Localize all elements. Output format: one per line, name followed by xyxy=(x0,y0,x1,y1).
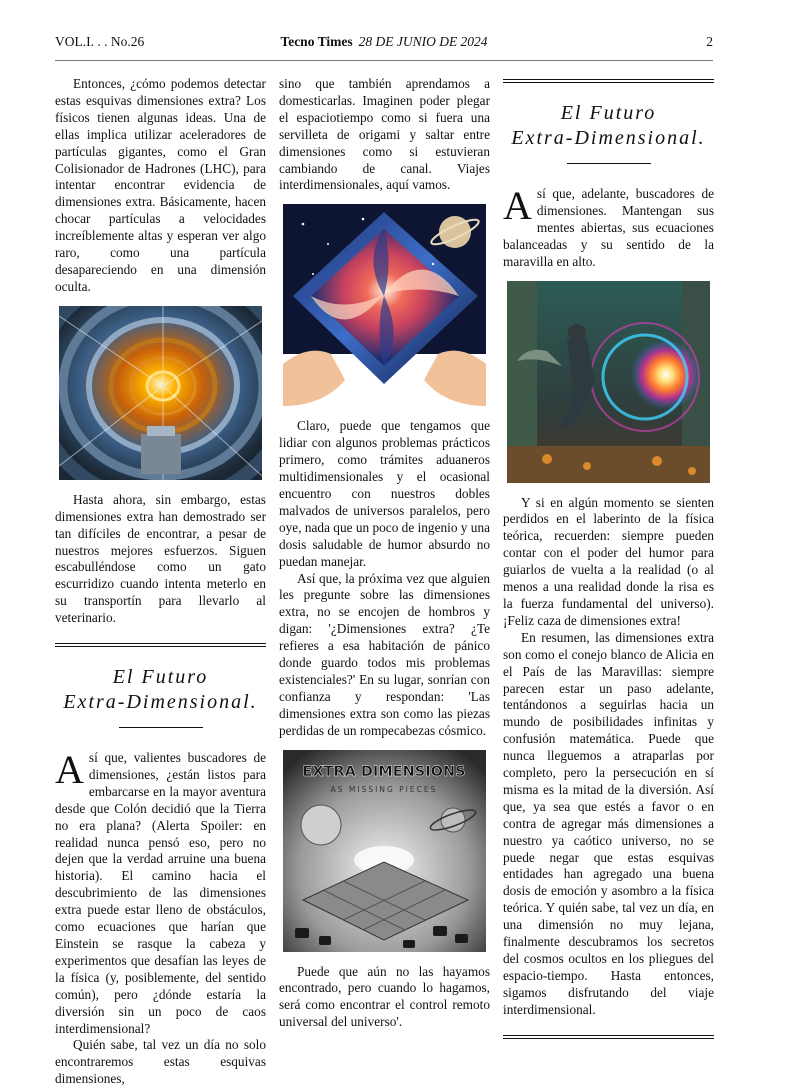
section-title-line-2: Extra-Dimensional. xyxy=(63,691,258,714)
paragraph-text: sí que, adelante, buscadores de dimensiones. Mantengan sus mentes abiertas, sus ecuaciones balanceadas y su sentido de la maravilla en alto. xyxy=(503,186,714,269)
paragraph: En resumen, las dimensiones extra son como el conejo blanco de Alicia en el País de las Maravillas: siempre parecen estar un paso adelante, tentándonos a seguirlas hacia un mundo de posibilidades infinitas y confusión matemática. Puede que nunca lleguemos a atraparlas por completo, pero la persecución en sí misma es la mitad de la diversión. Así que, ya sea que estés a favor o en contra de agregar más dimensiones a nuestro ya caótico universo, no se puede negar que estas esquivas entidades han agregado una buena dosis de emoción y asombro a la física teórica. Y quién sabe, tal vez un día, en una dimensión no muy lejana, finalmente descubramos los secretos del cosmos ocultos en los pliegues del espacio-tiempo. Hasta entonces, sigamos disfrutando del viaje interdimensional. xyxy=(503,629,714,1017)
volume-number: VOL.I. . . No.26 xyxy=(55,34,145,49)
paragraph-with-dropcap xyxy=(503,183,714,271)
poster-subtitle: AS MISSING PIECES xyxy=(330,784,438,794)
collider-tunnel-illustration xyxy=(59,306,262,480)
poster-title: EXTRA DIMENSIONS xyxy=(302,763,466,780)
drop-cap: A xyxy=(503,183,532,228)
header-rule xyxy=(55,60,713,61)
section-title xyxy=(55,665,266,715)
column-1 xyxy=(55,76,266,1088)
paragraph: Y si en algún momento se sienten perdidos en el laberinto de la física teórica, recuerden: siempre pueden contar con el poder del humor para guiarlos de vuelta a la realidad (o al menos a una realidad donde la risa es la fuerza fundamental del universo). ¡Feliz caza de dimensiones extra! xyxy=(503,494,714,628)
page-header xyxy=(55,34,713,54)
column-3 xyxy=(503,76,714,1039)
drop-cap: A xyxy=(55,747,84,793)
paragraph: Así que, la próxima vez que alguien les pregunte sobre las dimensiones extra, no se encojen de hombros y digan: '¿Dimensiones extra? ¿Te refieres a esa habitación de pánico donde guardo todos mis problemas existenciales?' En su lugar, sonrían con confianza y respondan: 'Las dimensiones extra son como las piezas perdidas de un rompecabezas cósmico. xyxy=(279,570,490,738)
page-number: 2 xyxy=(706,34,713,49)
section-title-line-1: El Futuro xyxy=(560,102,657,124)
folded-spacetime-illustration xyxy=(283,204,486,406)
portal-adventurer-illustration xyxy=(507,281,710,483)
paragraph: Quién sabe, tal vez un día no solo encontraremos estas esquivas dimensiones, xyxy=(55,1037,266,1087)
column-2 xyxy=(279,76,490,1031)
section-divider xyxy=(503,1035,714,1039)
portal-adventurer-image xyxy=(507,281,710,483)
origami-spacetime-image xyxy=(283,204,486,406)
collider-tunnel-image xyxy=(59,306,262,480)
section-divider xyxy=(503,79,714,83)
paragraph: Entonces, ¿cómo podemos detectar estas esquivas dimensiones extra? Los físicos tienen algunas ideas. Una de ellas implica utilizar aceleradores de partículas gigantes, como el Gran Colisionador de Hadrones (LHC), para intentar encontrar evidencia de dimensiones extra. Básicamente, hacen chocar partículas a velocidades increíblemente altas y esperan ver algo raro, como una partícula desapareciendo en una dimensión oculta. xyxy=(55,76,266,294)
paragraph-with-dropcap xyxy=(55,747,266,1037)
paragraph: sino que también aprendamos a domesticarlas. Imaginen poder plegar el espaciotiempo como si fuera una servilleta de origami y saltar entre dimensiones como si estuvieran cambiando de canal. Viajes interdimensionales, aquí vamos. xyxy=(279,76,490,193)
puzzle-poster-image xyxy=(283,750,486,952)
paper-name: Tecno Times xyxy=(280,34,353,49)
section-title xyxy=(503,101,714,151)
paragraph: Claro, puede que tengamos que lidiar con algunos problemas prácticos primero, como trámites aduaneros multidimensionales y el ocasional encuentro con nuestros dobles malvados de universos paralelos, pero oye, nada que un poco de ingenio y una dosis saludable de humor absurdo no puedan manejar. xyxy=(279,418,490,569)
title-underline xyxy=(119,727,203,728)
masthead xyxy=(55,34,713,50)
section-divider xyxy=(55,643,266,647)
extra-dimensions-puzzle-poster xyxy=(283,750,486,952)
issue-date: 28 DE JUNIO DE 2024 xyxy=(358,34,488,49)
section-title-line-1: El Futuro xyxy=(112,666,209,689)
paragraph-text: sí que, valientes buscadores de dimensiones, ¿están listos para embarcarse en la mayor aventura desde que Colón decidió que la Tierra no era plana? (Alerta Spoiler: en realidad nunca pensó eso, pero no dejen que la verdad arruine una buena historia). El camino hacia el descubrimiento de las dimensiones extra puede estar lleno de obstáculos, como ecuaciones que harían que Einstein se rasque la cabeza y experimentos que desafían las leyes de la física (y, posiblemente, del sentido común), pero ¿dónde estaría la diversión sin un poco de caos interdimensional? xyxy=(55,750,266,1036)
paragraph: Puede que aún no las hayamos encontrado, pero cuando lo hagamos, será como encontrar el control remoto universal del universo'. xyxy=(279,963,490,1030)
paragraph: Hasta ahora, sin embargo, estas dimensiones extra han demostrado ser tan difíciles de encontrar, a pesar de nuestros mejores esfuerzos. Siguen escabulléndose como un gato escurridizo cuando intenta meterlo en su transportín para llevarlo al veterinario. xyxy=(55,491,266,626)
title-underline xyxy=(567,163,651,164)
section-title-line-2: Extra-Dimensional. xyxy=(511,127,706,149)
